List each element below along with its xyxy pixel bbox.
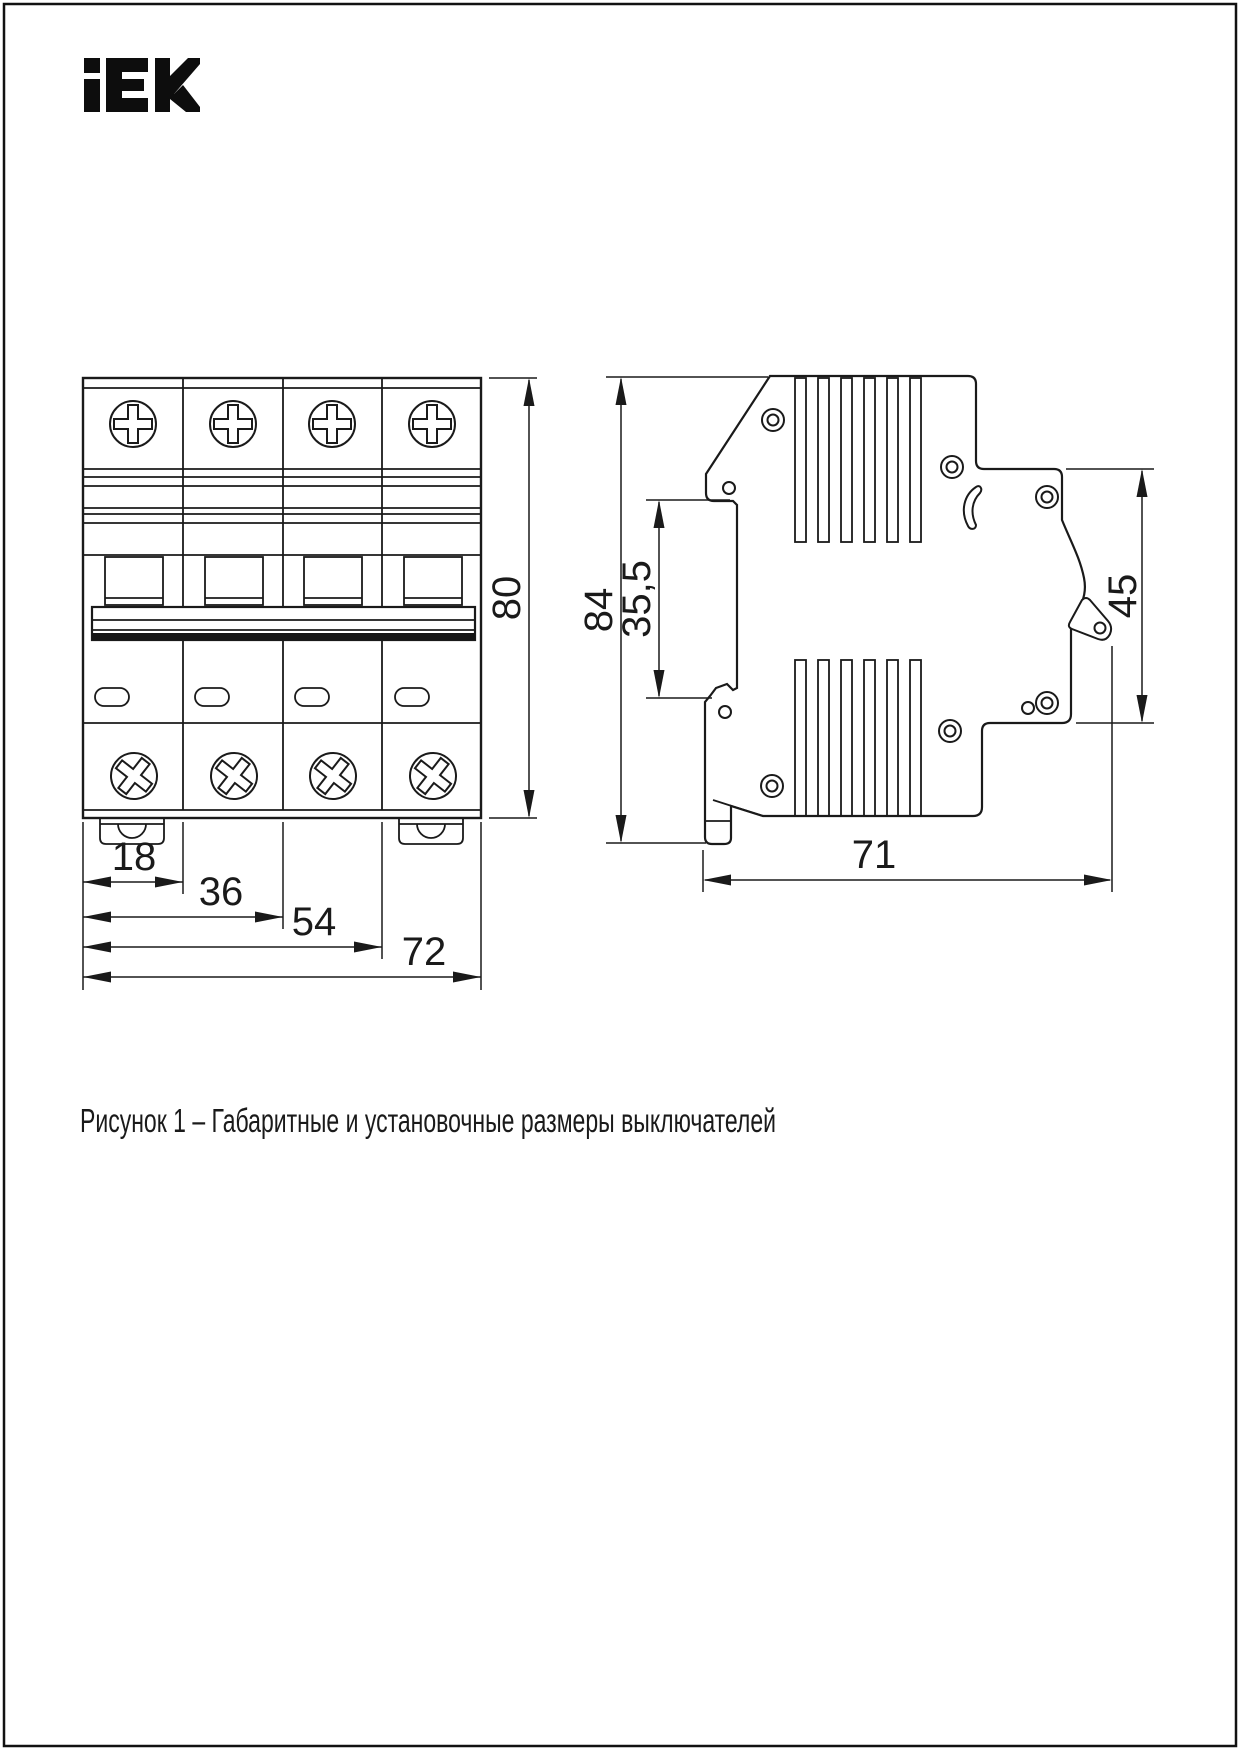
handle-bar	[92, 607, 475, 640]
dim-label-height-84: 84	[577, 587, 621, 633]
dim-label-rail-35-5: 35,5	[615, 560, 659, 638]
front-view-drawing	[83, 378, 481, 844]
iek-logo-icon	[84, 58, 200, 112]
dim-label-18: 18	[111, 835, 157, 879]
figure-caption: Рисунок 1 – Габаритные и установочные размеры выключателей	[80, 1102, 776, 1139]
dim-label-72: 72	[401, 930, 447, 974]
dim-label-54: 54	[291, 900, 337, 944]
dim-label-mount-45: 45	[1101, 573, 1145, 619]
dim-label-depth-71: 71	[851, 833, 897, 877]
page-border	[4, 4, 1236, 1746]
side-view-drawing	[705, 376, 1111, 844]
dim-label-36: 36	[198, 870, 244, 914]
dim-label-height-80: 80	[485, 575, 529, 621]
breaker-body-side	[705, 376, 1085, 844]
